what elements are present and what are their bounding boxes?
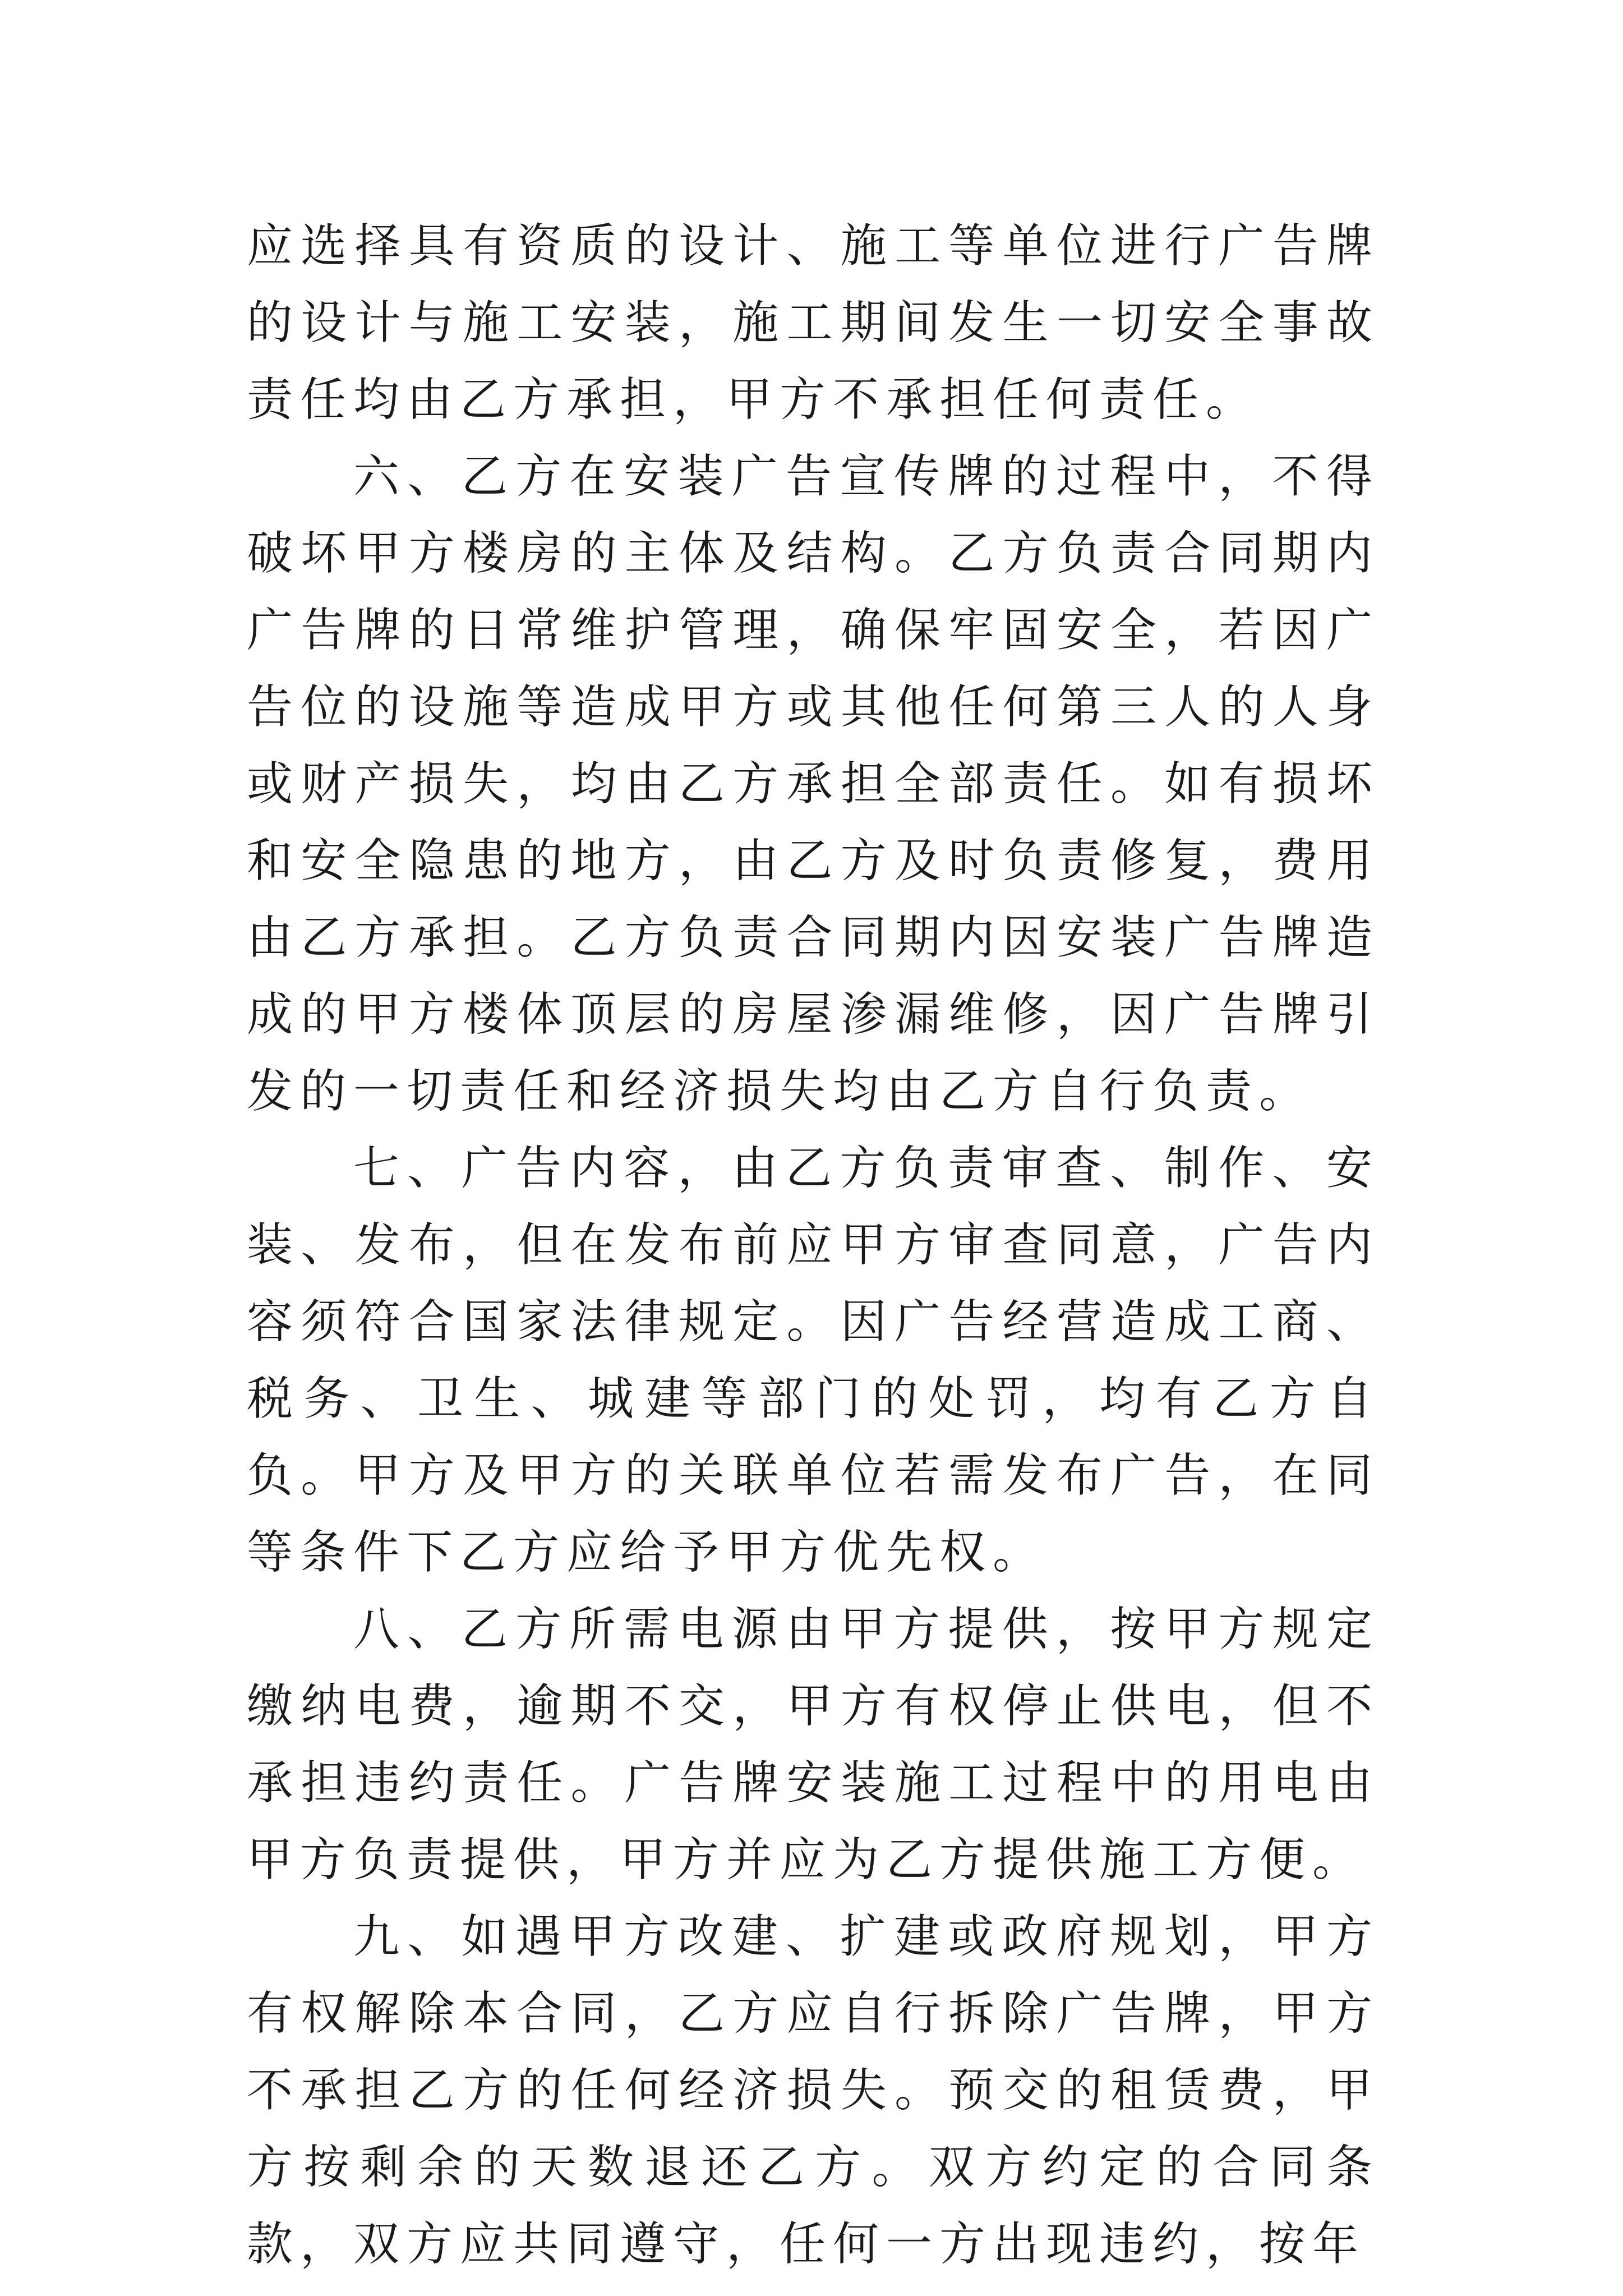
paragraph-clause-8: 八、乙方所需电源由甲方提供，按甲方规定缴纳电费，逾期不交，甲方有权停止供电，但不承担违约责任。广告牌安装施工过程中的用电由甲方负责提供，甲方并应为乙方提供施工方便。 [247, 1603, 1380, 1887]
paragraph-clause-9: 九、如遇甲方改建、扩建或政府规划，甲方有权解除本合同，乙方应自行拆除广告牌，甲方不承担乙方的任何经济损失。预交的租赁费，甲方按剩余的天数退还乙方。双方约定的合同条款，双方应共同遵守，任何一方出现违约，按年 [247, 1910, 1380, 2271]
paragraph-clause-5-continued: 应选择具有资质的设计、施工等单位进行广告牌的设计与施工安装，施工期间发生一切安全事故责任均由乙方承担，甲方不承担任何责任。 [247, 219, 1380, 426]
document-body [247, 208, 1380, 2283]
paragraph-clause-6: 六、乙方在安装广告宣传牌的过程中，不得破坏甲方楼房的主体及结构。乙方负责合同期内广告牌的日常维护管理，确保牢固安全，若因广告位的设施等造成甲方或其他任何第三人的人身或财产损失，均由乙方承担全部责任。如有损坏和安全隐患的地方，由乙方及时负责修复，费用由乙方承担。乙方负责合同期内因安装广告牌造成的甲方楼体顶层的房屋渗漏维修，因广告牌引发的一切责任和经济损失均由乙方自行负责。 [247, 450, 1380, 1118]
paragraph-clause-7: 七、广告内容，由乙方负责审查、制作、安装、发布，但在发布前应甲方审查同意，广告内容须符合国家法律规定。因广告经营造成工商、税务、卫生、城建等部门的处罚，均有乙方自负。甲方及甲方的关联单位若需发布广告，在同等条件下乙方应给予甲方优先权。 [247, 1142, 1380, 1579]
